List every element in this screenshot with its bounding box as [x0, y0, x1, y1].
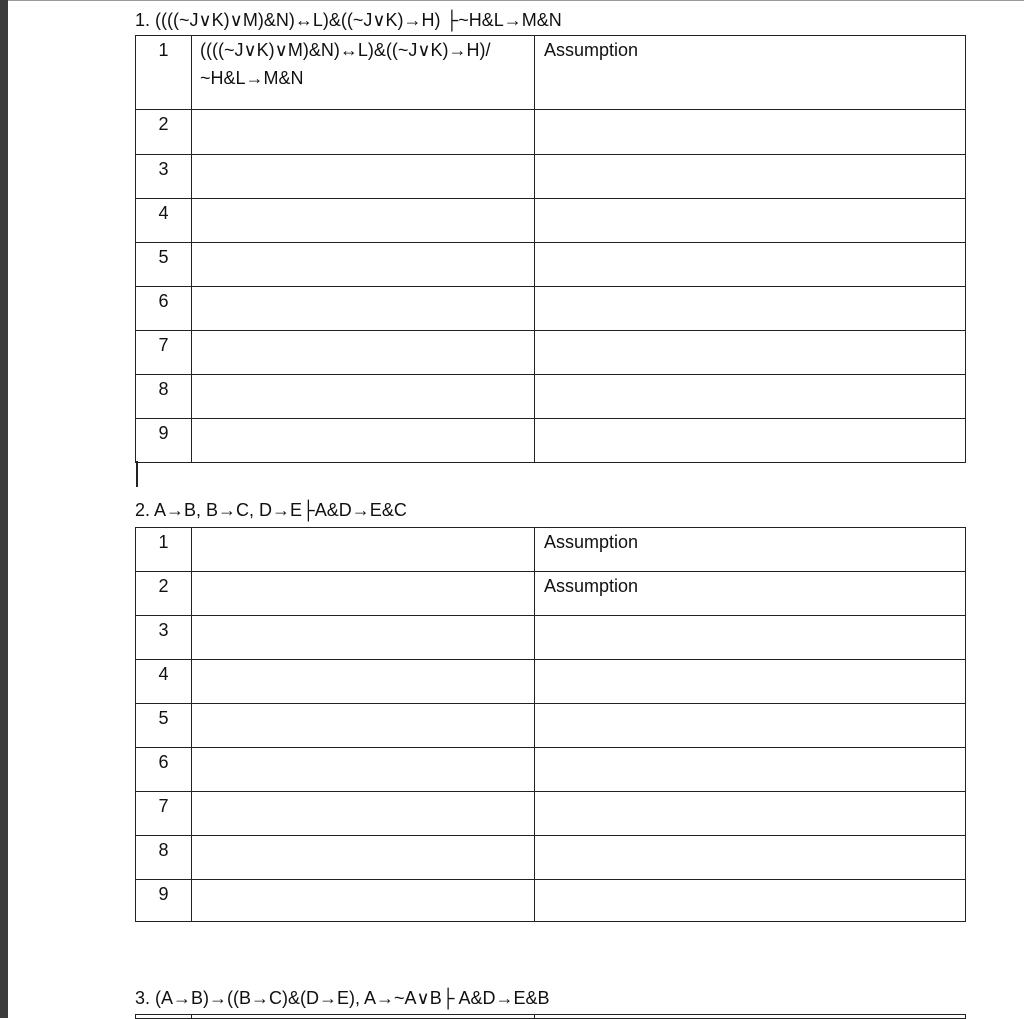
- justification-cell[interactable]: [535, 287, 966, 331]
- line-number: 6: [136, 287, 192, 331]
- justification-cell[interactable]: [535, 110, 966, 155]
- table-row: [136, 243, 966, 287]
- line-number: 5: [136, 704, 192, 748]
- table-row: [136, 199, 966, 243]
- table-row: [136, 748, 966, 792]
- formula-cell[interactable]: [192, 110, 535, 155]
- justification-cell[interactable]: [535, 748, 966, 792]
- formula-cell[interactable]: [192, 880, 535, 922]
- proof-table-3: [135, 1014, 966, 1019]
- formula-cell[interactable]: [192, 243, 535, 287]
- formula-cell[interactable]: [192, 199, 535, 243]
- justification-cell[interactable]: [535, 836, 966, 880]
- line-number: 6: [136, 748, 192, 792]
- justification-cell[interactable]: [535, 660, 966, 704]
- proof-table-1: [135, 35, 966, 463]
- formula-cell[interactable]: [192, 748, 535, 792]
- table-row: [136, 110, 966, 155]
- line-number: 3: [136, 616, 192, 660]
- formula-cell[interactable]: [192, 528, 535, 572]
- formula-cell[interactable]: [192, 616, 535, 660]
- proof-table-2: [135, 527, 966, 922]
- line-number: 8: [136, 836, 192, 880]
- line-number: 1: [136, 528, 192, 572]
- line-number: 2: [136, 110, 192, 155]
- problem-1-title: 1. ((((~J∨K)∨M)&N)↔L)&((~J∨K)→H) ├~H&L→M&N: [135, 10, 562, 30]
- formula-cell[interactable]: [192, 36, 535, 110]
- justification-cell[interactable]: [535, 199, 966, 243]
- problem-2-title: 2. A→B, B→C, D→E├A&D→E&C: [135, 500, 407, 520]
- formula-cell[interactable]: [192, 704, 535, 748]
- formula-cell[interactable]: [192, 287, 535, 331]
- page-top-border: [8, 0, 1024, 1]
- justification-cell[interactable]: [535, 243, 966, 287]
- formula-cell[interactable]: [192, 155, 535, 199]
- formula-cell[interactable]: [192, 660, 535, 704]
- justification-cell[interactable]: [535, 616, 966, 660]
- table-row: [136, 880, 966, 922]
- line-number: 4: [136, 660, 192, 704]
- table-row: [136, 660, 966, 704]
- justification-cell[interactable]: [535, 419, 966, 463]
- justification-cell[interactable]: Assumption: [535, 528, 966, 572]
- justification-cell[interactable]: [535, 375, 966, 419]
- formula-line-1: ((((~J∨K)∨M)&N)↔L)&((~J∨K)→H)/: [200, 40, 491, 60]
- formula-cell[interactable]: [192, 792, 535, 836]
- table-row: [136, 528, 966, 572]
- table-row: [136, 572, 966, 616]
- formula-cell[interactable]: [192, 836, 535, 880]
- line-number: 8: [136, 375, 192, 419]
- justification-cell[interactable]: [535, 704, 966, 748]
- line-number: 7: [136, 331, 192, 375]
- table-row: [136, 616, 966, 660]
- table-row: [136, 287, 966, 331]
- line-number: 2: [136, 572, 192, 616]
- table-row: [136, 704, 966, 748]
- line-number: 3: [136, 155, 192, 199]
- formula-line-2: ~H&L→M&N: [200, 68, 304, 88]
- table-row: [136, 331, 966, 375]
- text-cursor: [136, 461, 138, 487]
- formula-cell[interactable]: [192, 419, 535, 463]
- line-number: 1: [136, 36, 192, 110]
- line-number: 5: [136, 243, 192, 287]
- table-row: [136, 155, 966, 199]
- table-row: [136, 419, 966, 463]
- justification-cell[interactable]: [535, 880, 966, 922]
- problem-3-title: 3. (A→B)→((B→C)&(D→E), A→~A∨B├ A&D→E&B: [135, 988, 550, 1008]
- line-number: 9: [136, 880, 192, 922]
- formula-cell[interactable]: [192, 375, 535, 419]
- justification-cell[interactable]: Assumption: [535, 36, 966, 110]
- formula-cell[interactable]: [192, 331, 535, 375]
- line-number: 4: [136, 199, 192, 243]
- table-row: [136, 792, 966, 836]
- window-left-edge: [0, 0, 8, 1018]
- table-row: [136, 375, 966, 419]
- line-number: 7: [136, 792, 192, 836]
- justification-cell[interactable]: [535, 331, 966, 375]
- table-row: [136, 36, 966, 110]
- justification-cell[interactable]: [535, 155, 966, 199]
- formula-cell[interactable]: [192, 572, 535, 616]
- justification-cell[interactable]: [535, 792, 966, 836]
- table-row: [136, 836, 966, 880]
- justification-cell[interactable]: Assumption: [535, 572, 966, 616]
- line-number: 9: [136, 419, 192, 463]
